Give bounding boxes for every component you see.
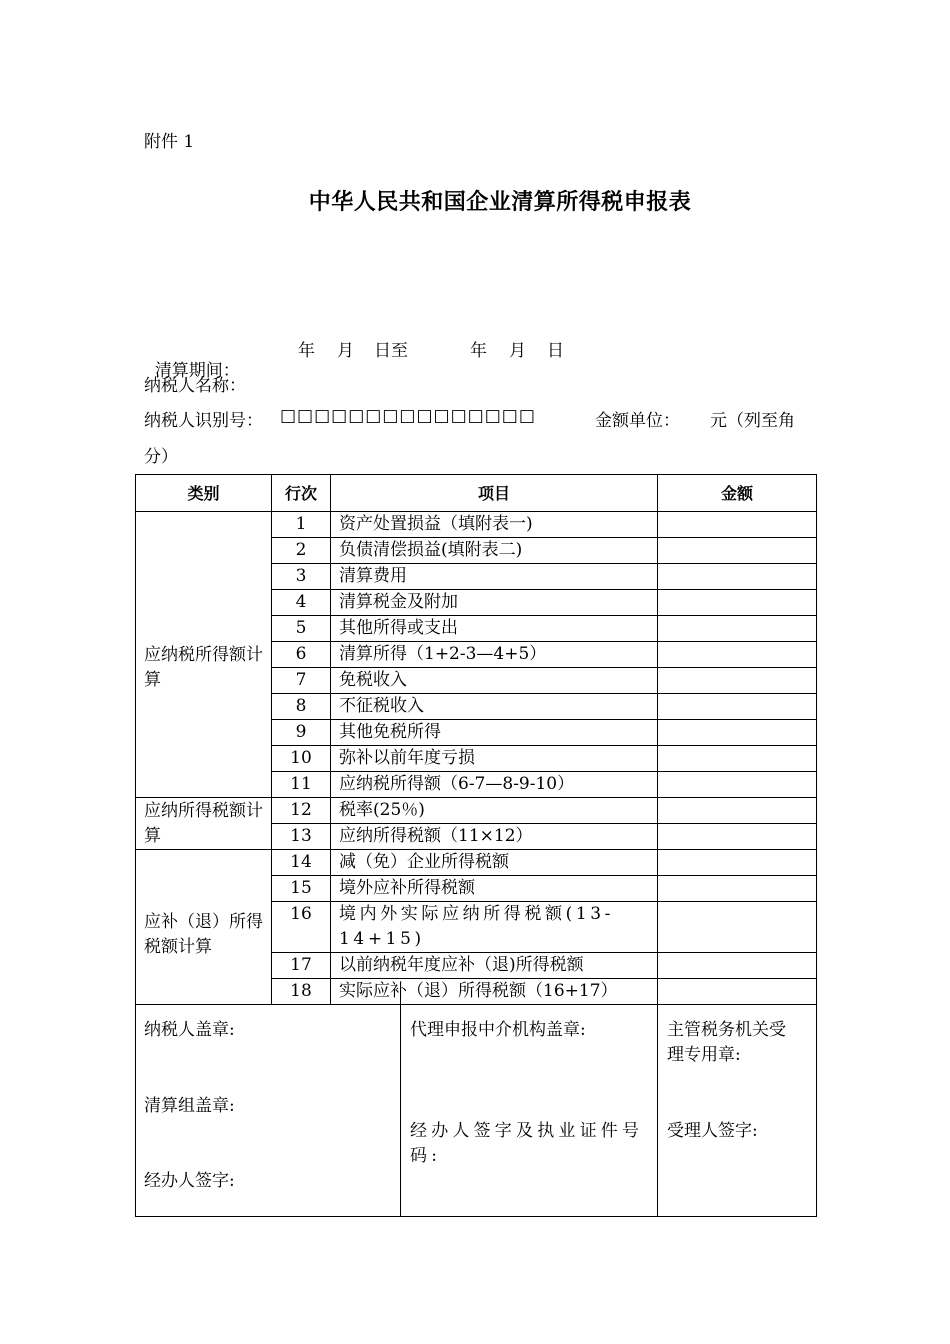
- amount-cell[interactable]: [658, 564, 817, 590]
- amount-cell[interactable]: [658, 668, 817, 694]
- row-no: 17: [272, 953, 331, 979]
- amount-cell[interactable]: [658, 902, 817, 953]
- amount-cell[interactable]: [658, 746, 817, 772]
- page-title: 中华人民共和国企业清算所得税申报表: [308, 190, 692, 215]
- row-no: 12: [272, 798, 331, 824]
- row-no: 3: [272, 564, 331, 590]
- amount-cell[interactable]: [658, 876, 817, 902]
- header-item: 项目: [331, 475, 658, 512]
- row-no: 14: [272, 850, 331, 876]
- amount-cell[interactable]: [658, 824, 817, 850]
- row-item: 弥补以前年度亏损: [331, 746, 658, 772]
- row-no: 10: [272, 746, 331, 772]
- period-year-start: 年: [298, 341, 315, 361]
- period-label: 清算期间：: [154, 361, 240, 381]
- row-item: 其他免税所得: [331, 720, 658, 746]
- amount-unit-label: 金额单位：: [595, 411, 680, 431]
- amount-cell[interactable]: [658, 512, 817, 538]
- row-item: 减（免）企业所得税额: [331, 850, 658, 876]
- period-day-start: 日至: [374, 341, 408, 361]
- row-item: 其他所得或支出: [331, 616, 658, 642]
- amount-cell[interactable]: [658, 642, 817, 668]
- taxpayer-name-label: 纳税人名称：: [144, 376, 246, 396]
- handler-sign-label: 经办人签字:: [144, 1171, 235, 1191]
- amount-unit-value: 元（列至角: [710, 411, 795, 431]
- agent-sign-label: 经办人签字及执业证件号码:: [410, 1121, 644, 1166]
- row-item: 以前纳税年度应补（退)所得税额: [331, 953, 658, 979]
- amount-cell[interactable]: [658, 772, 817, 798]
- header-category: 类别: [136, 475, 272, 512]
- declaration-table: [135, 474, 817, 1005]
- row-no: 15: [272, 876, 331, 902]
- row-no: 1: [272, 512, 331, 538]
- category-taxable-income: 应纳税所得额计算: [136, 512, 272, 798]
- amount-cell[interactable]: [658, 798, 817, 824]
- row-item: 境外应补所得税额: [331, 876, 658, 902]
- category-tax-refund: 应补（退）所得税额计算: [136, 850, 272, 1005]
- attachment-label: 附件 1: [144, 132, 195, 152]
- taxpayer-id-label: 纳税人识别号：: [144, 411, 263, 431]
- amount-cell[interactable]: [658, 616, 817, 642]
- row-no: 4: [272, 590, 331, 616]
- amount-cell[interactable]: [658, 694, 817, 720]
- row-no: 13: [272, 824, 331, 850]
- row-no: 2: [272, 538, 331, 564]
- taxpayer-seal-label: 纳税人盖章:: [144, 1020, 235, 1040]
- amount-cell[interactable]: [658, 850, 817, 876]
- period-day-end: 日: [547, 341, 564, 361]
- row-item: 清算税金及附加: [331, 590, 658, 616]
- row-item: 应纳所得税额（11×12）: [331, 824, 658, 850]
- amount-cell[interactable]: [658, 590, 817, 616]
- row-no: 9: [272, 720, 331, 746]
- row-no: 5: [272, 616, 331, 642]
- amount-unit-tail: 分）: [144, 447, 178, 467]
- header-row-no: 行次: [272, 475, 331, 512]
- category-tax-payable: 应纳所得税额计算: [136, 798, 272, 850]
- row-no: 11: [272, 772, 331, 798]
- row-item: 税率(25％): [331, 798, 658, 824]
- period-year-end: 年: [470, 341, 487, 361]
- row-item: 清算所得（1+2-3—4+5）: [331, 642, 658, 668]
- row-item: 境内外实际应纳所得税额(13-14+15): [331, 902, 658, 953]
- liquidation-seal-label: 清算组盖章:: [144, 1096, 235, 1116]
- row-item: 实际应补（退）所得税额（16+17）: [331, 979, 658, 1005]
- row-no: 6: [272, 642, 331, 668]
- row-item: 负债清偿损益(填附表二): [331, 538, 658, 564]
- row-no: 18: [272, 979, 331, 1005]
- tax-office-seal-label: 主管税务机关受理专用章:: [667, 1020, 786, 1065]
- row-item: 资产处置损益（填附表一): [331, 512, 658, 538]
- row-item: 清算费用: [331, 564, 658, 590]
- amount-cell[interactable]: [658, 720, 817, 746]
- amount-cell[interactable]: [658, 953, 817, 979]
- row-item: 免税收入: [331, 668, 658, 694]
- row-item: 应纳税所得额（6-7—8-9-10）: [331, 772, 658, 798]
- row-no: 8: [272, 694, 331, 720]
- row-item: 不征税收入: [331, 694, 658, 720]
- amount-cell[interactable]: [658, 538, 817, 564]
- row-no: 7: [272, 668, 331, 694]
- row-no: 16: [272, 902, 331, 953]
- period-month-end: 月: [509, 341, 526, 361]
- agent-seal-label: 代理申报中介机构盖章:: [410, 1020, 586, 1040]
- receiver-sign-label: 受理人签字:: [667, 1121, 758, 1141]
- taxpayer-id-boxes: □□□□□□□□□□□□□□□: [280, 406, 536, 426]
- period-month-start: 月: [337, 341, 354, 361]
- header-amount: 金额: [658, 475, 817, 512]
